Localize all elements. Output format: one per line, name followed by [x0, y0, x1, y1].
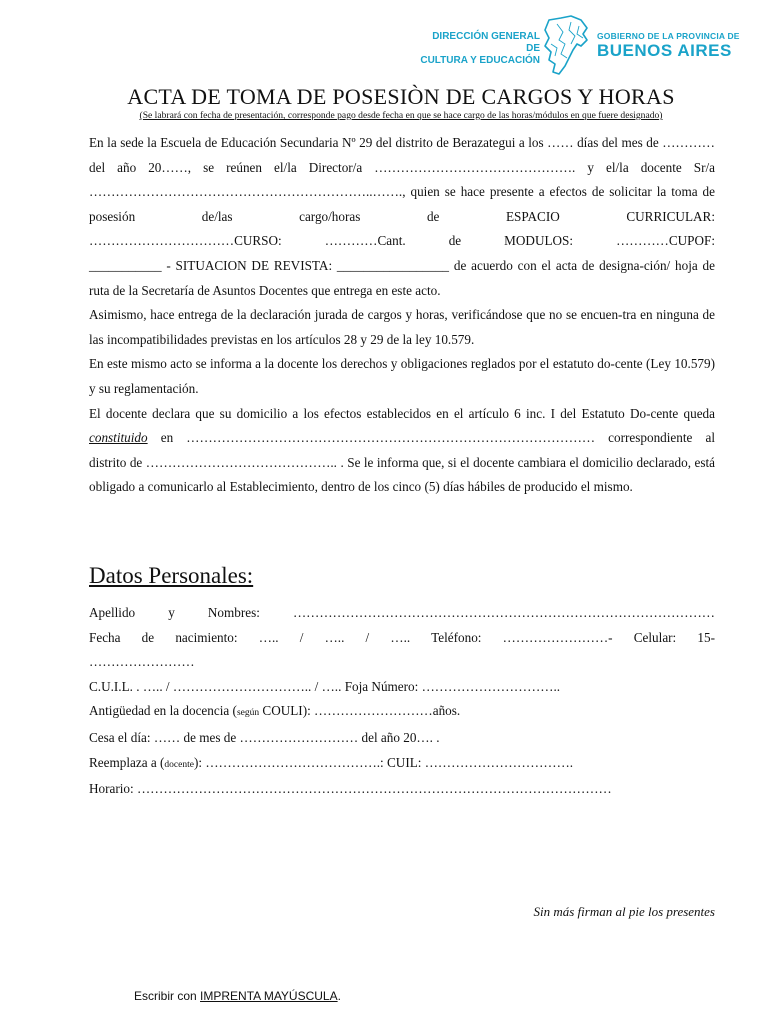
domicilio-text-start: El docente declara que su domicilio a los efectos establecidos en el artículo 6 inc. I del Estatuto Do-cente queda	[89, 405, 715, 421]
pba-logo-big-text: BUENOS AIRES	[597, 41, 732, 60]
horario-field: Horario: ………………………………………………………………………………………………	[89, 781, 612, 797]
paragraph-derechos-obligaciones: En este mismo acto se informa a la docente los derechos y obligaciones reglados por el estatuto do-cente (Ley 10.579) y su reglamentación.	[89, 356, 715, 396]
footer-prefix: Escribir con	[134, 989, 201, 1003]
reemplaza-field	[89, 751, 715, 778]
cuil-foja-field: C.U.I.L. . ….. / ………………………….. / ….. Foja Número: …………………………..	[89, 678, 561, 694]
situacion-revista-line: ___________ - SITUACION DE REVISTA: _________________ de acuerdo con el acta de designa-ción/ hoja de ruta de la Secretaría de Asuntos Docentes que entrega en este acto.	[89, 257, 715, 298]
pba-logo-small-text: GOBIERNO DE LA PROVINCIA DE	[597, 31, 740, 41]
antiguedad-value: COULI): ………………………años.	[259, 703, 461, 719]
curso-modulos-line: ……………………………CURSO: …………Cant. de MODULOS: …………CUPOF:	[89, 233, 715, 249]
reemplaza-value: ): ………………………………….: CUIL: …………………………….	[193, 754, 574, 770]
cesa-field: Cesa el día: …… de mes de ……………………… del año 20…. .	[89, 729, 440, 745]
acta-body	[89, 131, 715, 500]
footer-instruction	[134, 989, 341, 1003]
antiguedad-field	[89, 699, 715, 726]
domicilio-text-end: en ………………………………………………………………………………… correspondiente al distrito de …………………………………….. . Se le informa que, si el docente cambiara el domicilio declarado, está obligado a comunicarlo al Establecimiento, dentro de los cinco (5) días hábiles de producido el mismo.	[89, 430, 715, 495]
document-title: ACTA DE TOMA DE POSESIÒN DE CARGOS Y HORAS	[127, 84, 675, 109]
footer-emphasis: IMPRENTA MAYÚSCULA	[200, 989, 338, 1003]
reemplaza-docente: docente	[164, 759, 194, 770]
apellido-nombres-field: Apellido y Nombres: ……………………………………………………………………………………	[89, 605, 715, 620]
antiguedad-segun: según	[236, 708, 260, 719]
datos-personales-heading: Datos Personales:	[89, 563, 254, 588]
provincia-buenos-aires-logo	[597, 31, 740, 60]
footer-suffix: .	[337, 989, 341, 1003]
document-subtitle: (Se labrará con fecha de presentación, corresponde pago desde fecha en que se hace cargo de las horas/módulos en que fuere designado)	[139, 110, 663, 121]
fecha-nacimiento-field: Fecha de nacimiento: ….. / ….. / ….. Teléfono: ……………………- Celular: 15-	[89, 629, 715, 645]
paragraph-sede: En la sede la Escuela de Educación Secundaria Nº 29 del distrito de Berazategui a los …… días del mes de ………… del año 20……, se reúnen el/la Director/a ………………………………………. y el/la docente Sr/a ………………………………………………………..……., quien se hace presente a efectos de solicitar la toma de posesión de/las cargo/horas de ESPACIO CURRICULAR:	[89, 135, 715, 224]
paragraph-declaracion-jurada: Asimismo, hace entrega de la declaración jurada de cargos y horas, verificándose que no se encuen-tra en ninguna de las incompatibilidades previstas en los artículos 28 y 29 de la ley 10.579.	[89, 307, 715, 347]
paragraph-domicilio	[89, 402, 715, 500]
antiguedad-label: Antigüedad en la docencia (	[89, 703, 237, 719]
closing-signature-line: Sin más firman al pie los presentes	[533, 904, 715, 919]
dg-logo-line-1: DIRECCIÓN GENERAL DE	[432, 31, 540, 54]
constituido-emphasis: constituido	[89, 430, 148, 446]
reemplaza-label: Reemplaza a (	[89, 754, 165, 770]
celular-continuation: ……………………	[89, 654, 195, 670]
dg-logo-line-2: CULTURA Y EDUCACIÓN	[420, 55, 540, 66]
buenos-aires-map-icon	[543, 14, 589, 78]
direccion-general-logo	[418, 31, 540, 67]
datos-personales-form	[89, 601, 715, 802]
